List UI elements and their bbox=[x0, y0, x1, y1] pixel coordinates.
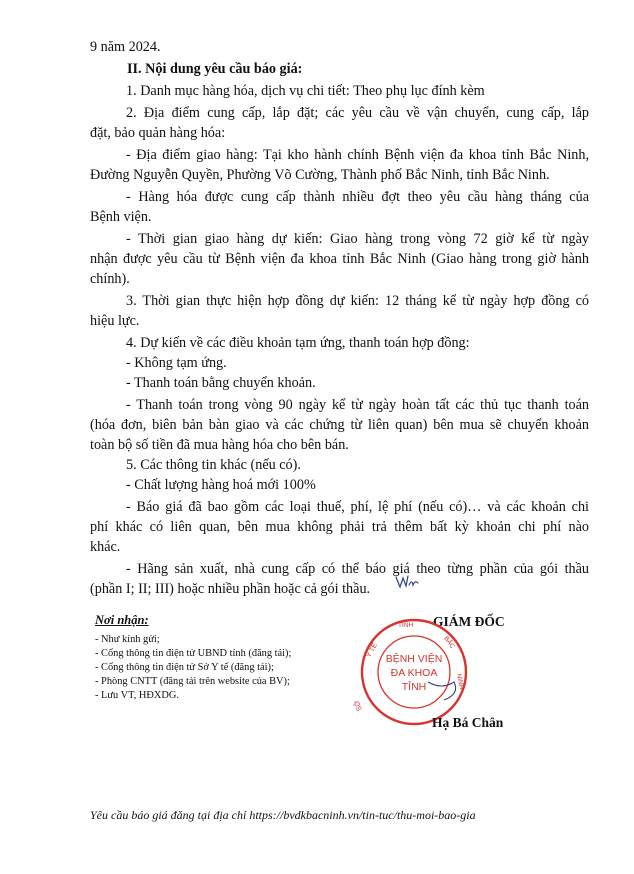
recipient-item: - Như kính gửi; bbox=[95, 634, 160, 645]
item-3-cont: hiệu lực. bbox=[90, 313, 140, 329]
signer-name: Hạ Bá Chân bbox=[432, 715, 504, 730]
payment-terms-end: toàn bộ số tiền đã mua hàng hóa cho bên bán. bbox=[90, 437, 349, 453]
taxes-end: khác. bbox=[90, 539, 121, 555]
item-3: 3. Thời gian thực hiện hợp đồng dự kiến: 12 tháng kể từ ngày hợp đồng có bbox=[126, 293, 589, 309]
section-heading: II. Nội dung yêu cầu báo giá: bbox=[127, 61, 303, 77]
delivery-location-cont: Đường Nguyễn Quyền, Phường Võ Cường, Thành phố Bắc Ninh, tỉnh Bắc Ninh. bbox=[90, 167, 550, 183]
recipient-item: - Cổng thông tin điện tử Sở Y tế (đăng tải); bbox=[95, 662, 274, 673]
item-1: 1. Danh mục hàng hóa, dịch vụ chi tiết: Theo phụ lục đính kèm bbox=[126, 83, 485, 99]
partial-quote: - Hãng sản xuất, nhà cung cấp có thể báo giá theo từng phần của gói thầu bbox=[126, 561, 589, 577]
hospital-stamp bbox=[353, 618, 472, 726]
svg-text:BẮC: BẮC bbox=[442, 635, 456, 651]
svg-text:SỞ: SỞ bbox=[353, 699, 364, 712]
item-2: 2. Địa điểm cung cấp, lắp đặt; các yêu cầu về vận chuyển, cung cấp, lắp bbox=[126, 105, 589, 121]
svg-text:TỈNH: TỈNH bbox=[401, 681, 427, 693]
payment-terms: - Thanh toán trong vòng 90 ngày kể từ ngày hoàn tất các thủ tục thanh toán bbox=[126, 397, 589, 413]
delivery-time: - Thời gian giao hàng dự kiến: Giao hàng trong vòng 72 giờ kể từ ngày bbox=[126, 231, 589, 247]
svg-text:Y TẾ: Y TẾ bbox=[365, 642, 379, 659]
delivery-batches-cont: Bệnh viện. bbox=[90, 209, 152, 225]
svg-text:NINH: NINH bbox=[455, 673, 465, 690]
initials-signature bbox=[394, 573, 420, 591]
item-5: 5. Các thông tin khác (nếu có). bbox=[126, 457, 301, 473]
taxes: - Báo giá đã bao gồm các loại thuế, phí, lệ phí (nếu có)… và các khoản chi bbox=[126, 499, 589, 515]
item-4: 4. Dự kiến về các điều khoản tạm ứng, thanh toán hợp đồng: bbox=[126, 335, 470, 351]
svg-text:ĐA KHOA: ĐA KHOA bbox=[390, 667, 438, 679]
footer-note: Yêu cầu báo giá đăng tại địa chỉ https://bvdkbacninh.vn/tin-tuc/thu-moi-bao-gia bbox=[90, 808, 476, 822]
payment-terms-cont: (hóa đơn, biên bản bàn giao và các chứng từ liên quan) bên mua sẽ chuyển khoản bbox=[90, 417, 589, 433]
bank-transfer: - Thanh toán bằng chuyển khoản. bbox=[126, 375, 316, 391]
delivery-batches: - Hàng hóa được cung cấp thành nhiều đợt theo yêu cầu hàng tháng của bbox=[126, 189, 589, 205]
date-fragment: 9 năm 2024. bbox=[90, 39, 161, 55]
partial-quote-cont: (phần I; II; III) hoặc nhiều phần hoặc cả gói thầu. bbox=[90, 581, 371, 597]
recipient-item: - Lưu VT, HĐXDG. bbox=[95, 690, 180, 701]
delivery-time-end: chính). bbox=[90, 271, 130, 287]
recipient-item: - Phòng CNTT (đăng tải trên website của BV); bbox=[95, 676, 290, 687]
quality: - Chất lượng hàng hoá mới 100% bbox=[126, 477, 316, 493]
recipient-item: - Cổng thông tin điện tử UBND tỉnh (đăng tải); bbox=[95, 648, 292, 659]
svg-text:TỈNH: TỈNH bbox=[398, 622, 414, 629]
recipients-title: Nơi nhận: bbox=[95, 613, 149, 627]
delivery-time-cont: nhận được yêu cầu từ Bệnh viện đa khoa tỉnh Bắc Ninh (Giao hàng trong giờ hành bbox=[90, 251, 589, 267]
no-advance: - Không tạm ứng. bbox=[126, 355, 227, 371]
taxes-cont: phí khác có liên quan, bên mua không phải trả thêm bất kỳ khoản chi phí nào bbox=[90, 519, 589, 535]
item-2-cont: đặt, bảo quản hàng hóa: bbox=[90, 125, 226, 141]
delivery-location: - Địa điểm giao hàng: Tại kho hành chính Bệnh viện đa khoa tỉnh Bắc Ninh, bbox=[126, 147, 589, 163]
signer-title: GIÁM ĐỐC bbox=[433, 614, 505, 629]
svg-text:BỆNH VIỆN: BỆNH VIỆN bbox=[385, 653, 443, 665]
